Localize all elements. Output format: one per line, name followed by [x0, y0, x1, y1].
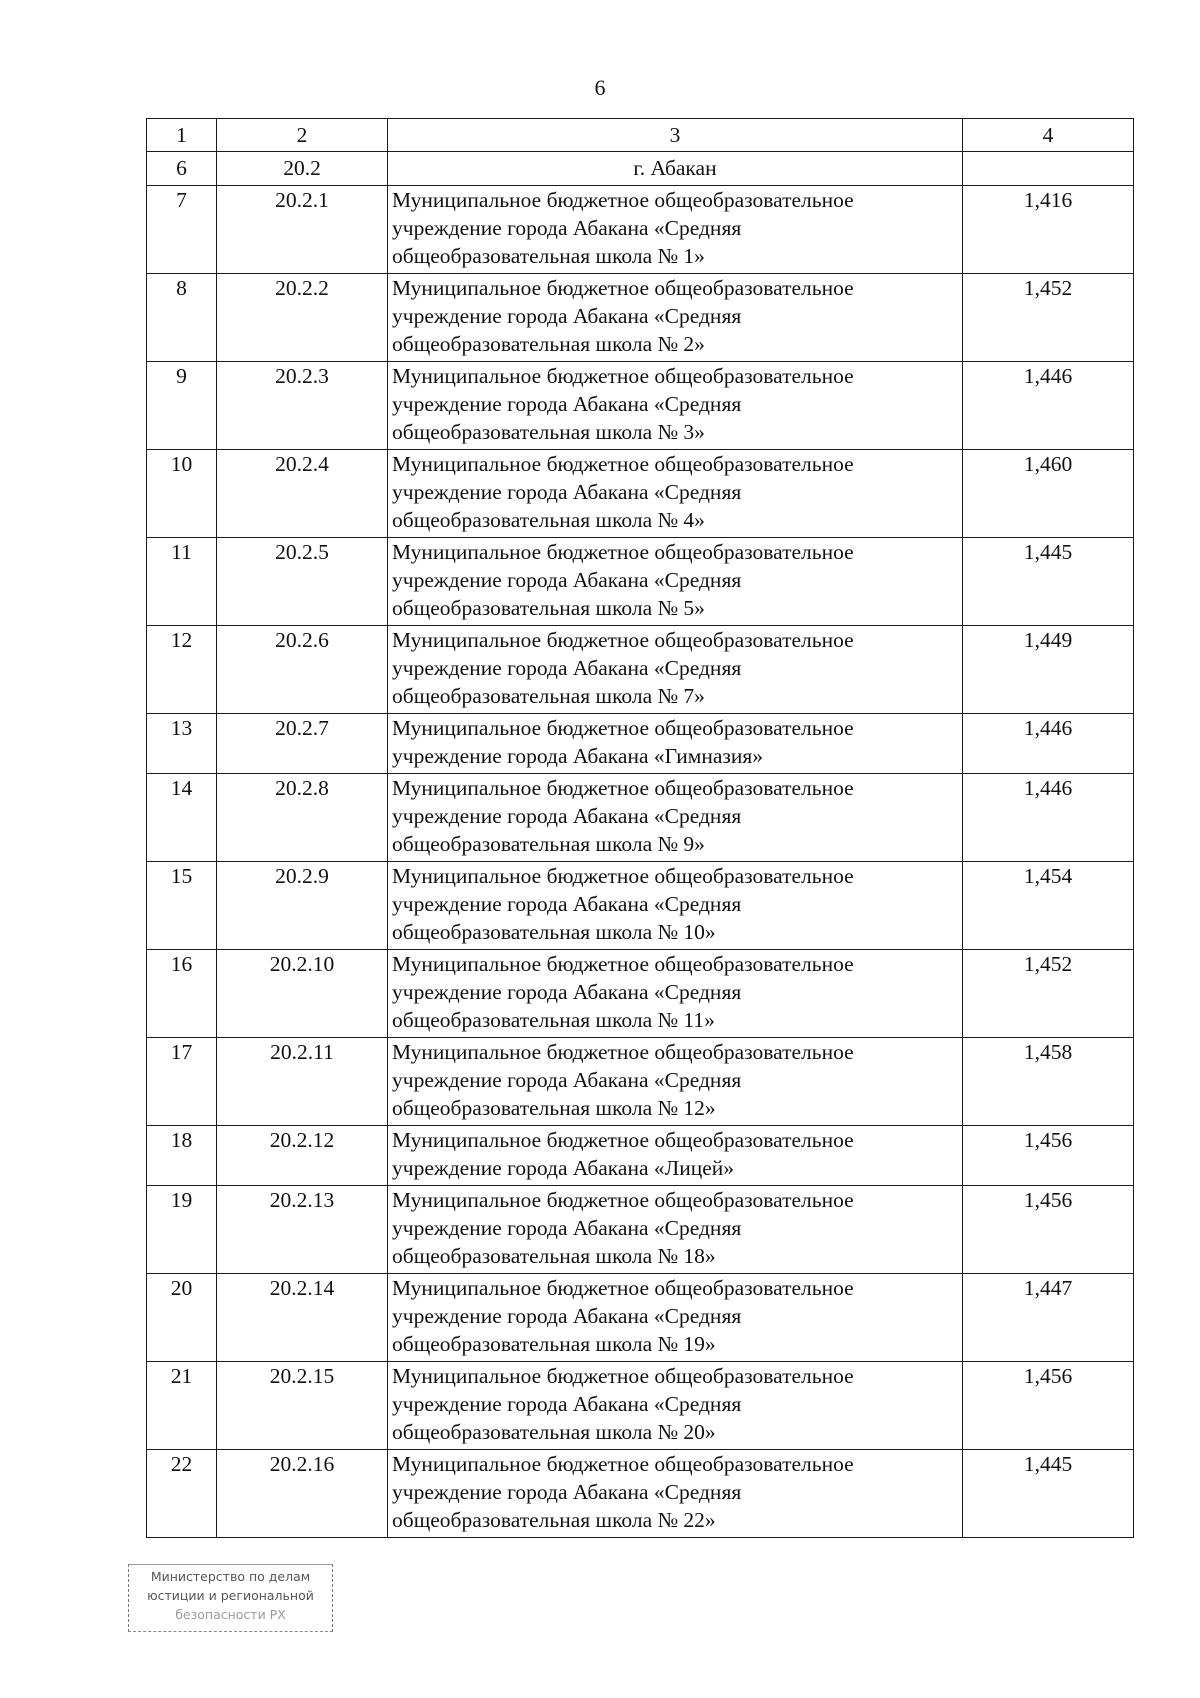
row-name: [388, 714, 963, 774]
section-name: г. Абакан: [388, 152, 963, 186]
table-row: [147, 274, 1134, 362]
row-name-line: общеобразовательная школа № 22»: [392, 1508, 716, 1532]
row-name-line: учреждение города Абакана «Средняя: [392, 892, 742, 916]
row-name-line: общеобразовательная школа № 20»: [392, 1420, 716, 1444]
stamp-line: Министерство по делам: [150, 1569, 311, 1584]
row-number: 15: [147, 862, 217, 950]
row-name: [388, 626, 963, 714]
row-name-line: учреждение города Абакана «Средняя: [392, 392, 742, 416]
row-name: [388, 538, 963, 626]
row-code: 20.2.15: [217, 1362, 388, 1450]
row-name-line: общеобразовательная школа № 1»: [392, 244, 705, 268]
table-header-row: [147, 119, 1134, 152]
row-name-line: общеобразовательная школа № 5»: [392, 596, 705, 620]
row-name-line: общеобразовательная школа № 10»: [392, 920, 716, 944]
row-code: 20.2.11: [217, 1038, 388, 1126]
row-name-line: учреждение города Абакана «Средняя: [392, 1068, 742, 1092]
row-value: 1,446: [963, 362, 1134, 450]
row-name-line: учреждение города Абакана «Средняя: [392, 1304, 742, 1328]
row-name-line: учреждение города Абакана «Средняя: [392, 1392, 742, 1416]
row-number: 13: [147, 714, 217, 774]
row-name: [388, 274, 963, 362]
row-name-line: учреждение города Абакана «Средняя: [392, 304, 742, 328]
header-cell-4: 4: [963, 119, 1134, 152]
row-value: 1,445: [963, 538, 1134, 626]
header-cell-3: 3: [388, 119, 963, 152]
row-value: 1,452: [963, 950, 1134, 1038]
row-name-line: учреждение города Абакана «Средняя: [392, 804, 742, 828]
row-name: [388, 1126, 963, 1186]
row-name-line: учреждение города Абакана «Средняя: [392, 656, 742, 680]
row-code: 20.2.10: [217, 950, 388, 1038]
table-row: [147, 774, 1134, 862]
page-number: 6: [594, 75, 606, 100]
row-code: 20.2.1: [217, 186, 388, 274]
section-num: 6: [147, 152, 217, 186]
stamp-line: юстиции и региональной: [147, 1588, 314, 1603]
row-name-line: Муниципальное бюджетное общеобразовательное: [392, 540, 854, 564]
header-cell-2: 2: [217, 119, 388, 152]
row-code: 20.2.6: [217, 626, 388, 714]
row-value: 1,416: [963, 186, 1134, 274]
row-number: 14: [147, 774, 217, 862]
row-name-line: учреждение города Абакана «Гимназия»: [392, 744, 764, 768]
table-row: [147, 1274, 1134, 1362]
document-table: [146, 118, 1134, 1538]
row-name-line: общеобразовательная школа № 11»: [392, 1008, 715, 1032]
table-row: [147, 950, 1134, 1038]
row-name-line: общеобразовательная школа № 18»: [392, 1244, 716, 1268]
row-name-line: Муниципальное бюджетное общеобразовательное: [392, 776, 854, 800]
row-name-line: Муниципальное бюджетное общеобразовательное: [392, 364, 854, 388]
row-name-line: Муниципальное бюджетное общеобразовательное: [392, 1128, 854, 1152]
section-value: [963, 152, 1134, 186]
row-number: 18: [147, 1126, 217, 1186]
row-name-line: учреждение города Абакана «Средняя: [392, 216, 742, 240]
row-number: 10: [147, 450, 217, 538]
section-row: [147, 152, 1134, 186]
row-number: 9: [147, 362, 217, 450]
row-code: 20.2.13: [217, 1186, 388, 1274]
row-name: [388, 1186, 963, 1274]
row-value: 1,446: [963, 774, 1134, 862]
row-code: 20.2.5: [217, 538, 388, 626]
row-value: 1,456: [963, 1186, 1134, 1274]
row-name: [388, 1450, 963, 1538]
row-name-line: общеобразовательная школа № 3»: [392, 420, 705, 444]
row-code: 20.2.9: [217, 862, 388, 950]
row-value: 1,447: [963, 1274, 1134, 1362]
row-name-line: общеобразовательная школа № 19»: [392, 1332, 716, 1356]
row-value: 1,445: [963, 1450, 1134, 1538]
row-value: 1,449: [963, 626, 1134, 714]
row-name-line: Муниципальное бюджетное общеобразовательное: [392, 1364, 854, 1388]
row-name-line: Муниципальное бюджетное общеобразовательное: [392, 1040, 854, 1064]
row-name: [388, 774, 963, 862]
row-name-line: учреждение города Абакана «Средняя: [392, 568, 742, 592]
row-number: 19: [147, 1186, 217, 1274]
row-name-line: Муниципальное бюджетное общеобразовательное: [392, 628, 854, 652]
row-name: [388, 450, 963, 538]
stamp-line: безопасности РХ: [175, 1607, 286, 1622]
row-name-line: Муниципальное бюджетное общеобразовательное: [392, 716, 854, 740]
row-name-line: учреждение города Абакана «Средняя: [392, 980, 742, 1004]
row-name-line: общеобразовательная школа № 4»: [392, 508, 705, 532]
row-number: 11: [147, 538, 217, 626]
row-name: [388, 1274, 963, 1362]
row-name-line: общеобразовательная школа № 2»: [392, 332, 705, 356]
row-value: 1,458: [963, 1038, 1134, 1126]
table-row: [147, 1126, 1134, 1186]
row-number: 17: [147, 1038, 217, 1126]
row-name-line: учреждение города Абакана «Лицей»: [392, 1156, 735, 1180]
row-name-line: общеобразовательная школа № 12»: [392, 1096, 716, 1120]
table-row: [147, 538, 1134, 626]
row-name-line: общеобразовательная школа № 9»: [392, 832, 705, 856]
row-name: [388, 186, 963, 274]
table-row: [147, 1362, 1134, 1450]
table-row: [147, 1038, 1134, 1126]
registration-stamp: [128, 1564, 333, 1632]
row-code: 20.2.14: [217, 1274, 388, 1362]
header-cell-1: 1: [147, 119, 217, 152]
row-value: 1,446: [963, 714, 1134, 774]
row-code: 20.2.3: [217, 362, 388, 450]
table-row: [147, 1450, 1134, 1538]
table-row: [147, 626, 1134, 714]
row-number: 22: [147, 1450, 217, 1538]
row-name-line: Муниципальное бюджетное общеобразовательное: [392, 1276, 854, 1300]
row-name-line: учреждение города Абакана «Средняя: [392, 480, 742, 504]
row-number: 21: [147, 1362, 217, 1450]
row-number: 20: [147, 1274, 217, 1362]
row-name-line: общеобразовательная школа № 7»: [392, 684, 705, 708]
row-code: 20.2.12: [217, 1126, 388, 1186]
row-value: 1,456: [963, 1126, 1134, 1186]
row-value: 1,456: [963, 1362, 1134, 1450]
row-name: [388, 362, 963, 450]
table-row: [147, 714, 1134, 774]
row-number: 7: [147, 186, 217, 274]
table-row: [147, 362, 1134, 450]
row-name-line: учреждение города Абакана «Средняя: [392, 1480, 742, 1504]
row-code: 20.2.7: [217, 714, 388, 774]
table-row: [147, 186, 1134, 274]
row-name-line: Муниципальное бюджетное общеобразовательное: [392, 452, 854, 476]
row-name: [388, 1038, 963, 1126]
row-code: 20.2.8: [217, 774, 388, 862]
row-name-line: Муниципальное бюджетное общеобразовательное: [392, 1188, 854, 1212]
row-name-line: Муниципальное бюджетное общеобразовательное: [392, 188, 854, 212]
row-number: 8: [147, 274, 217, 362]
table-row: [147, 1186, 1134, 1274]
row-name-line: Муниципальное бюджетное общеобразовательное: [392, 276, 854, 300]
row-name-line: учреждение города Абакана «Средняя: [392, 1216, 742, 1240]
row-name: [388, 862, 963, 950]
row-number: 12: [147, 626, 217, 714]
row-name-line: Муниципальное бюджетное общеобразовательное: [392, 864, 854, 888]
table-row: [147, 450, 1134, 538]
section-code: 20.2: [217, 152, 388, 186]
row-name: [388, 950, 963, 1038]
row-name-line: Муниципальное бюджетное общеобразовательное: [392, 952, 854, 976]
row-value: 1,452: [963, 274, 1134, 362]
row-code: 20.2.4: [217, 450, 388, 538]
row-value: 1,454: [963, 862, 1134, 950]
row-name-line: Муниципальное бюджетное общеобразовательное: [392, 1452, 854, 1476]
row-code: 20.2.2: [217, 274, 388, 362]
table-row: [147, 862, 1134, 950]
row-code: 20.2.16: [217, 1450, 388, 1538]
row-number: 16: [147, 950, 217, 1038]
row-name: [388, 1362, 963, 1450]
row-value: 1,460: [963, 450, 1134, 538]
